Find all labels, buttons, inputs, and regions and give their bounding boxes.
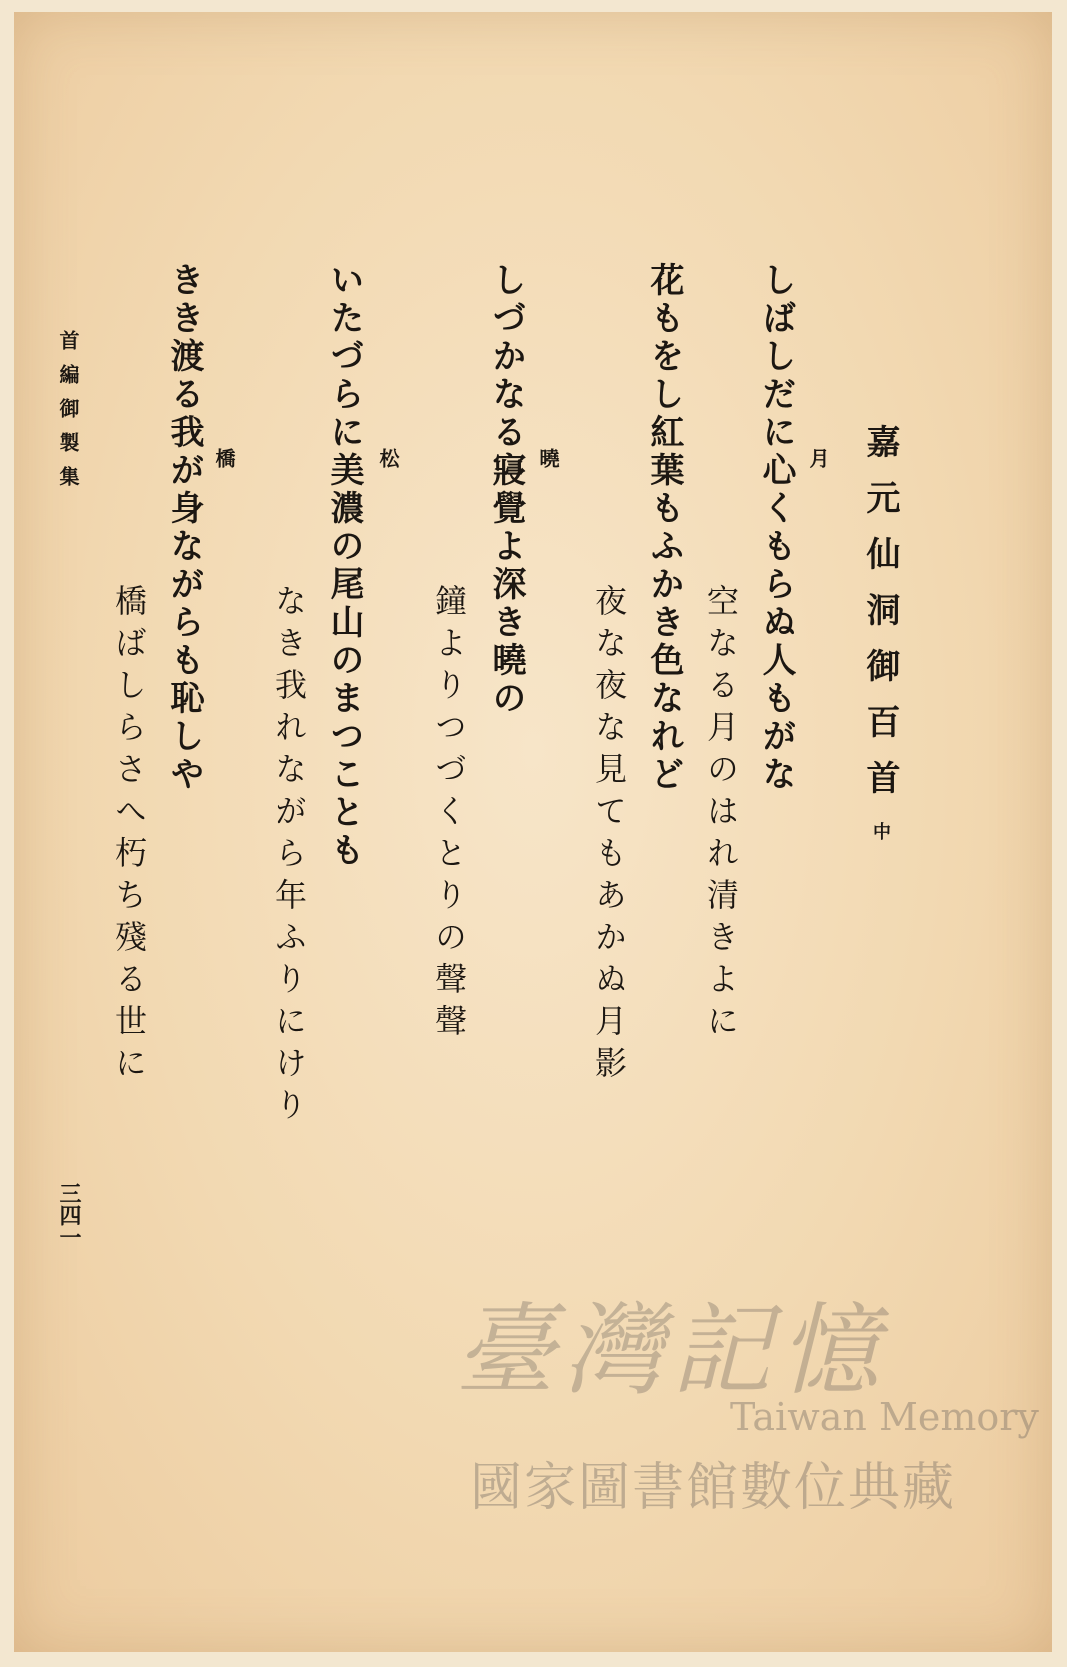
poem-5-line-1: きき渡る我が身ながらも恥しや (164, 262, 204, 794)
poem-2-line-1: 花もをし紅葉もふかき色なれど (644, 262, 684, 794)
title-main: 嘉元仙洞御百首 (860, 424, 900, 816)
watermark-english: Taiwan Memory (730, 1395, 1039, 1439)
topic-hashi: 橋 (212, 448, 236, 468)
poem-3-line-1: しづかなる寢覺よ深き曉の (486, 262, 526, 718)
watermark-logo-kanji: 臺灣記憶 (455, 1292, 887, 1409)
book-title: 首編御製集 (56, 330, 80, 500)
poem-3-line-2: 鐘よりつづくとりの聲聲 (430, 584, 468, 1046)
poem-4-line-2: なき我れながら年ふりにけり (270, 584, 308, 1130)
topic-matsu: 松 (376, 448, 400, 468)
poem-5-line-2: 橋ばしらさへ朽ち殘る世に (110, 584, 148, 1088)
poem-4-line-1: いたづらに美濃の尾山のまつことも (324, 262, 364, 870)
collection-title (856, 424, 905, 840)
page-number: 三四一 (56, 1182, 82, 1248)
poem-1-line-2: 空なる月のはれ清きよに (702, 584, 740, 1046)
title-suffix: 中 (870, 822, 891, 840)
poem-2-line-2: 夜な夜な見てもあかぬ月影 (590, 584, 628, 1088)
watermark-chinese: 國家圖書館數位典藏 (470, 1458, 957, 1518)
poem-1-line-1: しばしだに心くもらぬ人もがな (756, 262, 796, 794)
topic-tsuki: 月 (806, 448, 830, 468)
topic-akatsuki: 曉 (536, 448, 560, 468)
